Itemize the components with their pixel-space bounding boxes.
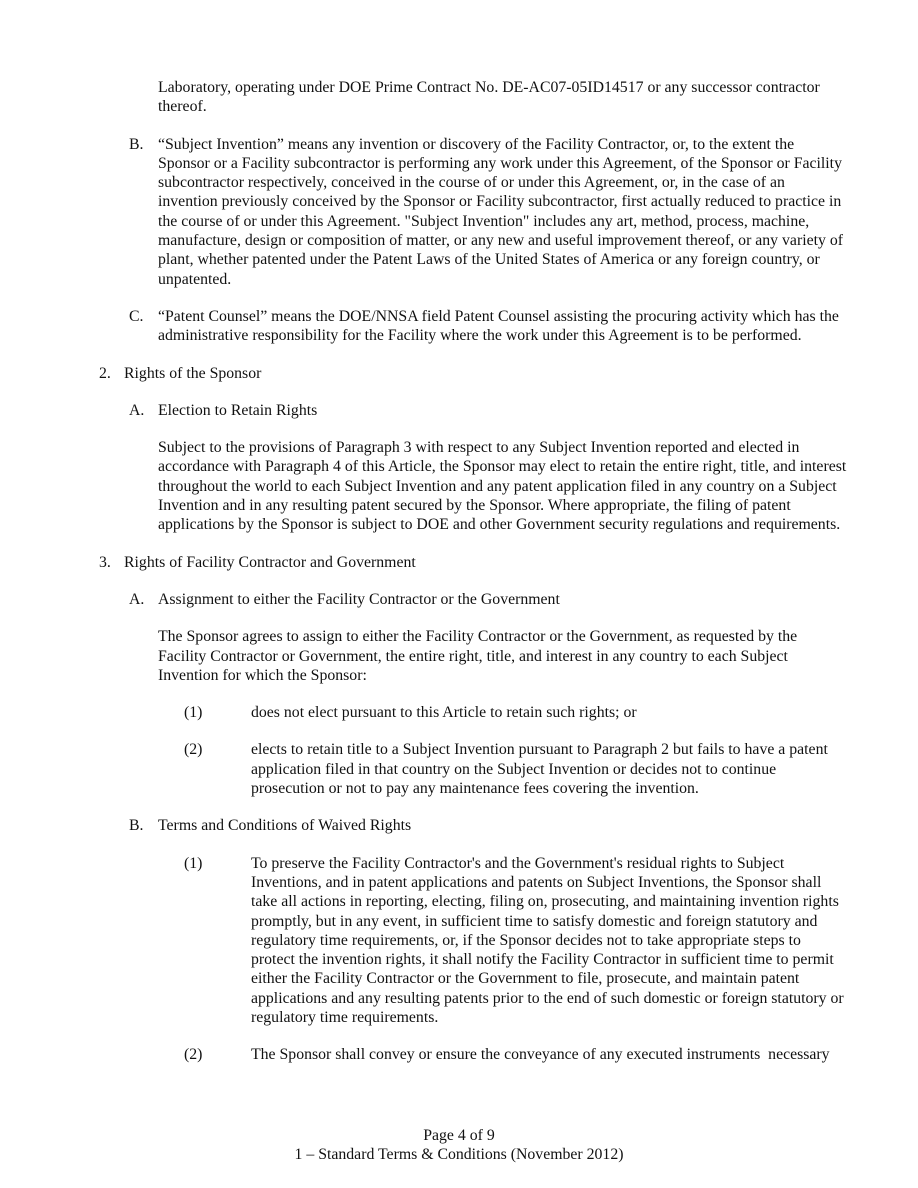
lettered-item (0, 590, 848, 609)
item-text: Rights of Facility Contractor and Government (124, 553, 416, 571)
item-text: “Patent Counsel” means the DOE/NNSA field Patent Counsel assisting the procuring activity which has the administrative responsibility for the Facility where the work under this Agreement is to be performed. (158, 307, 843, 345)
section-heading (0, 364, 848, 383)
numbered-sub-item (0, 740, 848, 798)
numbered-sub-item (0, 1045, 848, 1064)
paragraph (0, 438, 851, 534)
item-text: Terms and Conditions of Waived Rights (158, 817, 412, 835)
item-label: C. (129, 307, 144, 325)
item-label: (1) (184, 704, 203, 722)
item-label: 2. (99, 364, 111, 382)
item-text: To preserve the Facility Contractor's and the Government's residual rights to Subject Inventions, and in patent applications and patents on Subject Inventions, the Sponsor shall take all actions in reporting, electing, filing on, prosecuting, and maintaining invention rights promptly, but in any event, in sufficient time to satisfy domestic and foreign statutory and regulatory time requirements, or, if the Sponsor decides not to take appropriate steps to protect the invention rights, it shall notify the Facility Contractor in sufficient time to permit either the Facility Contractor or the Government to file, prosecute, and maintain patent applications and any resulting patents prior to the end of such domestic or foreign statutory or regulatory time requirements. (251, 854, 848, 1026)
item-text: The Sponsor agrees to assign to either the Facility Contractor or the Government, as requested by the Facility Contractor or Government, the entire right, title, and interest in any country to each Subject Invention for which the Sponsor: (158, 628, 802, 684)
item-text: Rights of the Sponsor (124, 364, 262, 382)
item-label: A. (129, 590, 145, 608)
page-number: Page 4 of 9 (423, 1127, 495, 1144)
page-footer (0, 1126, 918, 1165)
item-text: does not elect pursuant to this Article to retain such rights; or (251, 704, 637, 722)
item-label: (1) (184, 854, 203, 872)
item-text: The Sponsor shall convey or ensure the conveyance of any executed instruments necessary (251, 1046, 830, 1064)
item-text: Assignment to either the Facility Contractor or the Government (158, 590, 560, 608)
lettered-item (0, 401, 848, 420)
section-heading (0, 553, 848, 572)
paragraph (0, 78, 848, 117)
item-text: Election to Retain Rights (158, 401, 318, 419)
item-label: 3. (99, 553, 111, 571)
item-text: “Subject Invention” means any invention or discovery of the Facility Contractor, or, to the extent the Sponsor or a Facility subcontractor is performing any work under this Agreement, of the Sponsor or Facility subcontractor respectively, conceived in the course of or under this Agreement, or, in the case of an invention previously conceived by the Sponsor or Facility subcontractor, first actually reduced to practice in the course of or under this Agreement. "Subject Invention" includes any art, method, process, machine, manufacture, design or composition of matter, or any new and useful improvement thereof, or any variety of plant, whether patented under the Patent Laws of the United States of America or any foreign country, or unpatented. (158, 135, 847, 288)
lettered-item (0, 307, 848, 346)
item-label: B. (129, 817, 144, 835)
item-label: (2) (184, 1046, 203, 1064)
document-title: 1 – Standard Terms & Conditions (November 2012) (294, 1146, 624, 1164)
item-text: elects to retain title to a Subject Invention pursuant to Paragraph 2 but fails to have a patent application filed in that country on the Subject Invention or decides not to continue prosecution or not to pay any maintenance fees covering the invention. (251, 741, 832, 798)
item-text: Laboratory, operating under DOE Prime Contract No. DE-AC07-05ID14517 or any successor contractor thereof. (158, 79, 824, 116)
numbered-sub-item (0, 703, 848, 722)
paragraph (0, 627, 848, 685)
item-label: (2) (184, 741, 203, 759)
item-label: B. (129, 135, 144, 153)
item-text: Subject to the provisions of Paragraph 3 with respect to any Subject Invention reported and elected in accordance with Paragraph 4 of this Article, the Sponsor may elect to retain the entire right, title, and interest throughout the world to each Subject Invention and any patent application filed in any country on a Subject Invention and in any resulting patent secured by the Sponsor. Where appropriate, the filing of patent applications by the Sponsor is subject to DOE and other Government security regulations and requirements. (158, 439, 851, 534)
lettered-item (0, 816, 848, 835)
item-label: A. (129, 401, 145, 419)
numbered-sub-item (0, 854, 848, 1028)
lettered-item (0, 135, 848, 289)
